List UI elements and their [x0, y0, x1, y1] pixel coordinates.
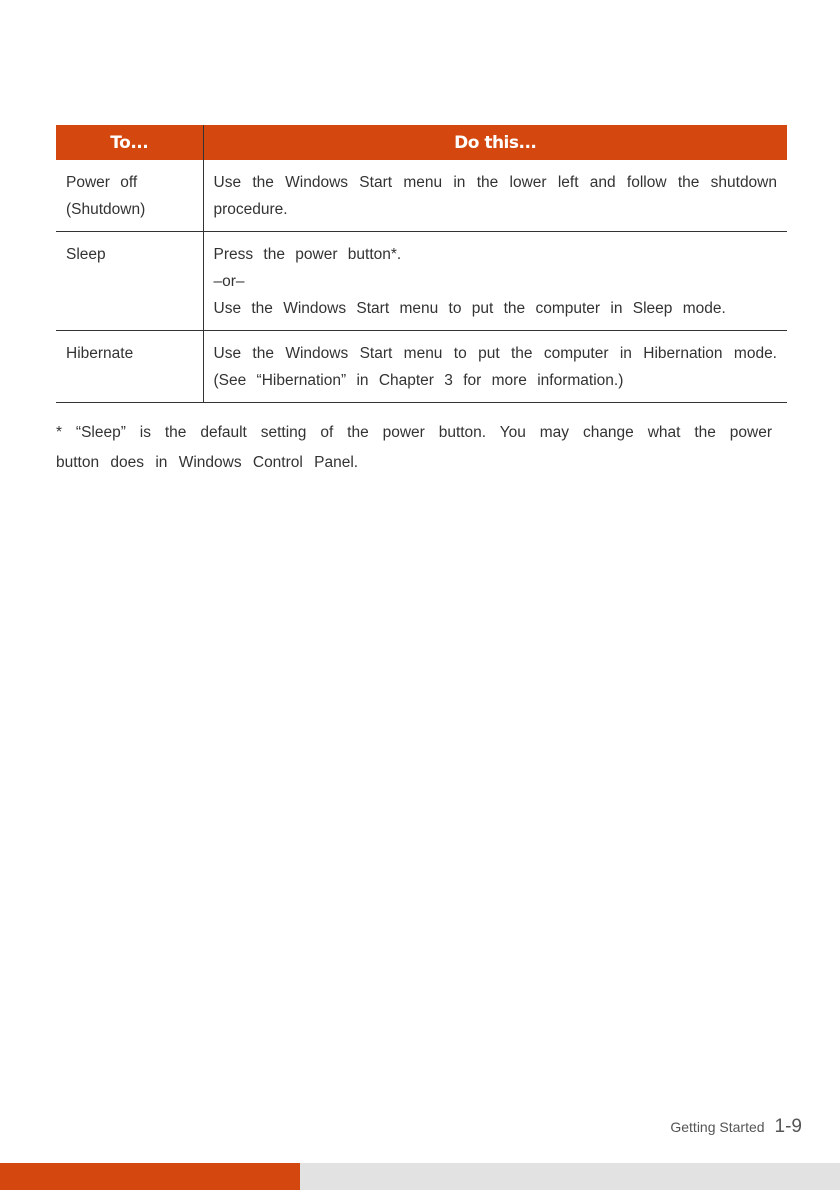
row-sleep-instructions: [203, 232, 787, 331]
instruction-text: Press the power button*.: [213, 246, 402, 263]
row-hibernate-action: [56, 331, 203, 403]
header-to: To...: [56, 125, 203, 160]
table-row: [56, 232, 787, 331]
page-footer: [670, 1116, 802, 1138]
row-hibernate-instructions: [203, 331, 787, 403]
table-header-row: [56, 125, 787, 160]
table-row: [56, 331, 787, 403]
instruction-text: Use the Windows Start menu to put the computer in Hibernation mode. (See “Hibernation” in Chapter 3 for more information.): [213, 345, 777, 389]
footnote: * “Sleep” is the default setting of the power button. You may change what the power button does in Windows Control Panel.: [56, 424, 772, 471]
footer-gray-bar: [300, 1163, 840, 1190]
row-power-off-instructions: [203, 160, 787, 232]
instruction-text: Use the Windows Start menu to put the computer in Sleep mode.: [213, 300, 726, 317]
action-label: Sleep: [66, 246, 106, 263]
row-sleep-action: [56, 232, 203, 331]
instruction-or-separator: –or–: [213, 273, 245, 290]
action-label: Power off: [66, 174, 138, 191]
header-do-this: Do this...: [203, 125, 787, 160]
instruction-text: Use the Windows Start menu in the lower left and follow the shutdown procedure.: [213, 174, 777, 218]
action-sublabel: (Shutdown): [66, 201, 146, 218]
action-label: Hibernate: [66, 345, 134, 362]
footer-accent-bar: [0, 1163, 300, 1190]
page-number: 1-9: [774, 1116, 802, 1137]
power-options-table: [56, 125, 787, 403]
row-power-off-action: [56, 160, 203, 232]
table-row: [56, 160, 787, 232]
footer-section-title: Getting Started: [670, 1119, 765, 1135]
